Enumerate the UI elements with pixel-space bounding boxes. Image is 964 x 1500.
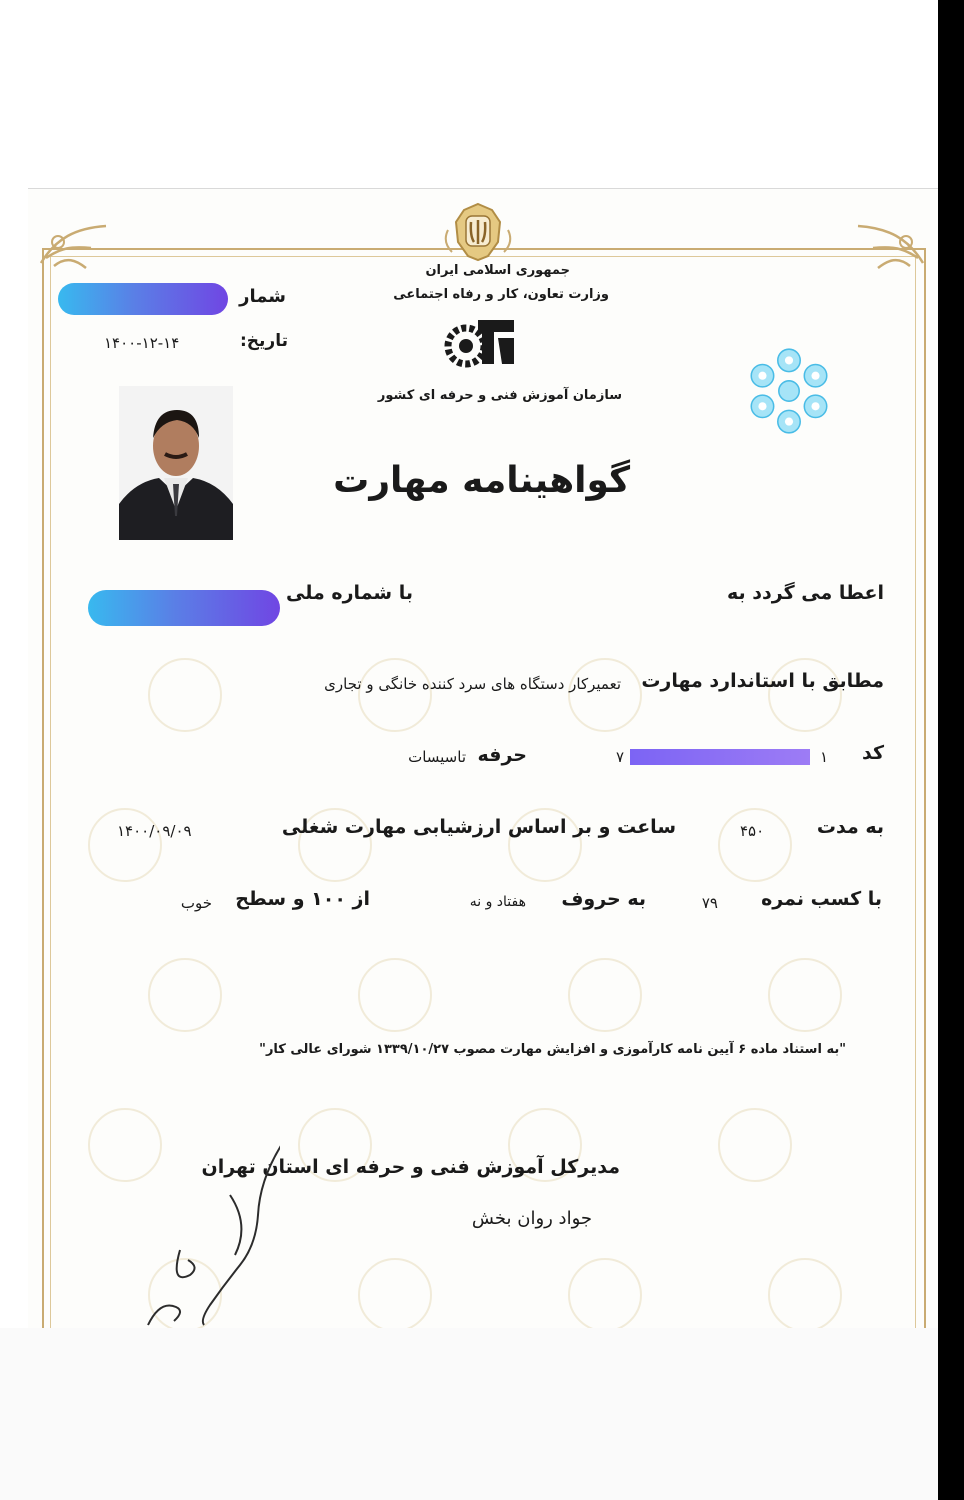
score-value: ۷۹ [701, 894, 718, 912]
hours-evaluation-text: ساعت و بر اساس ارزشیابی مهارت شغلی [281, 816, 676, 838]
level-value: خوب [180, 894, 212, 912]
scan-edge [28, 188, 938, 189]
code-prefix: ۱ [819, 748, 828, 766]
redacted-certificate-number [58, 283, 228, 315]
in-words-label: به حروف [561, 888, 646, 910]
number-label: شمار [239, 286, 286, 307]
screen-bottom-area [0, 1328, 938, 1500]
signatory-title: مدیرکل آموزش فنی و حرفه ای استان تهران [201, 1156, 620, 1178]
standard-label: مطابق با استاندارد مهارت [641, 670, 884, 692]
handwritten-signature [140, 1135, 280, 1330]
holder-photo [119, 386, 233, 540]
certificate-title: گواهینامه مهارت [333, 460, 630, 501]
organization-title: سازمان آموزش فنی و حرفه ای کشور [377, 388, 622, 403]
redacted-national-id [88, 590, 280, 626]
code-suffix: ۷ [615, 748, 624, 766]
awarded-to-label: اعطا می گردد به [727, 582, 884, 604]
corner-ornament-right-icon [848, 218, 928, 278]
state-emblem-icon [440, 202, 516, 262]
snowflake-logo-icon [738, 340, 840, 442]
code-label: کد [861, 742, 884, 764]
score-label: با کسب نمره [761, 888, 882, 910]
tvto-logo-icon [440, 312, 520, 370]
republic-title: جمهوری اسلامی ایران [425, 263, 570, 278]
screen-edge-bar [938, 0, 964, 1500]
regulation-note: "به استناد ماده ۶ آیین نامه کارآموزی و افزایش مهارت مصوب ۱۳۳۹/۱۰/۲۷ شورای عالی کار" [259, 1042, 846, 1057]
trade-value: تاسیسات [408, 748, 466, 766]
corner-ornament-left-icon [36, 218, 116, 278]
signatory-name: جواد روان بخش [471, 1208, 592, 1229]
duration-label: به مدت [816, 816, 884, 838]
score-in-words: هفتاد و نه [469, 894, 526, 910]
issue-date: ۱۴۰۰-۱۲-۱۴ [104, 334, 180, 352]
date-label: تاریخ: [240, 331, 288, 351]
duration-hours: ۴۵۰ [740, 822, 765, 840]
trade-label: حرفه [477, 744, 527, 766]
evaluation-date: ۱۴۰۰/۰۹/۰۹ [117, 822, 192, 840]
out-of-level-label: از ۱۰۰ و سطح [235, 888, 370, 910]
standard-value: تعمیرکار دستگاه های سرد کننده خانگی و تجاری [324, 675, 621, 693]
ministry-title: وزارت تعاون، کار و رفاه اجتماعی [393, 287, 609, 302]
national-id-label: با شماره ملی [286, 582, 413, 604]
redacted-code [630, 749, 810, 765]
